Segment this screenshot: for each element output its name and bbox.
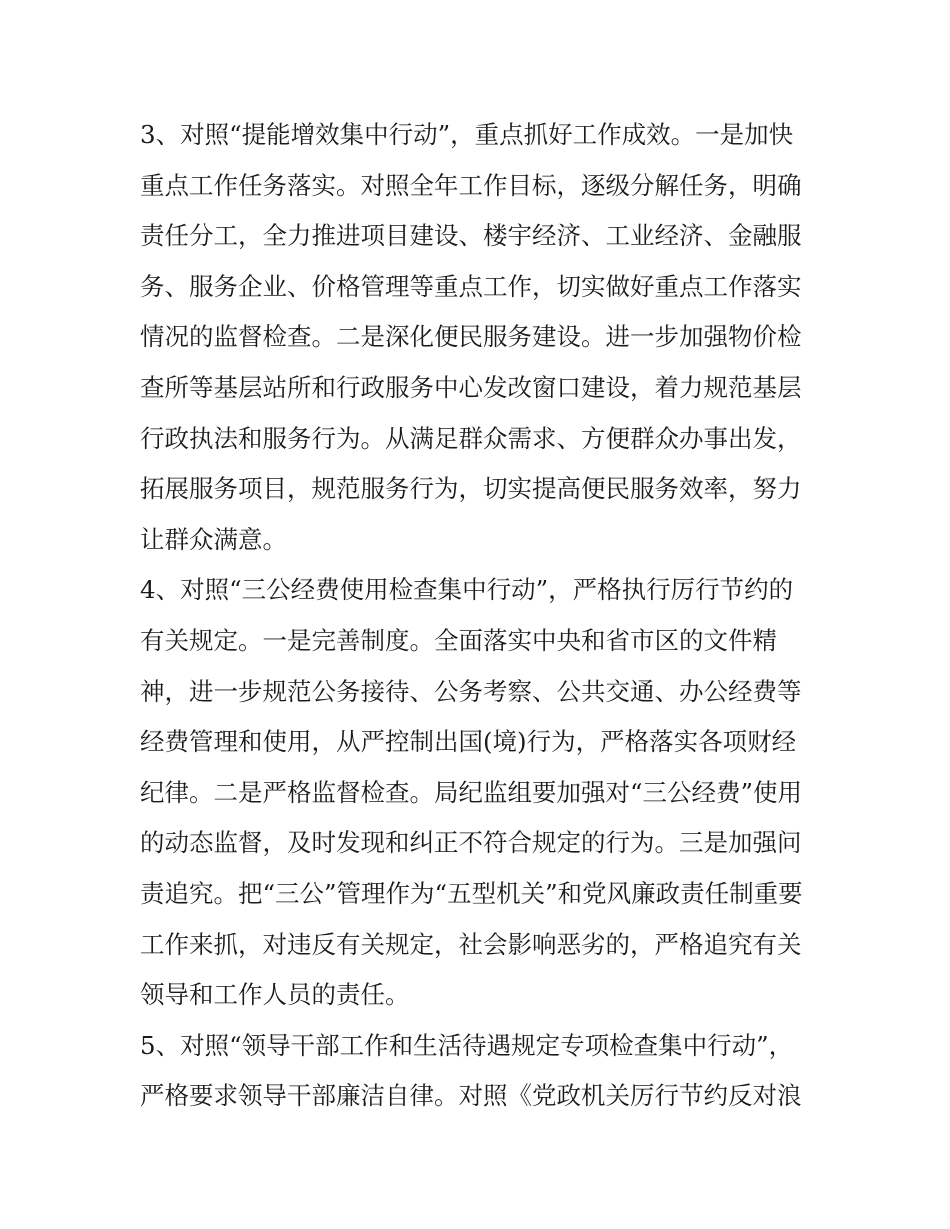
text-line: 纪律。二是严格监督检查。局纪监组要加强对“三公经费”使用	[140, 777, 803, 807]
text-line: 领导和工作人员的责任。	[140, 980, 410, 1010]
text-line: 的动态监督，及时发现和纠正不符合规定的行为。三是加强问	[140, 828, 802, 858]
text-line: 拓展服务项目，规范服务行为，切实提高便民服务效率，努力	[140, 474, 802, 504]
text-line: 神，进一步规范公务接待、公务考察、公共交通、办公经费等	[140, 676, 802, 706]
text-line: 重点工作任务落实。对照全年工作目标，逐级分解任务，明确	[140, 170, 802, 200]
text-line: 3、对照“提能增效集中行动”，重点抓好工作成效。一是加快	[140, 120, 794, 149]
text-line: 务、服务企业、价格管理等重点工作，切实做好重点工作落实	[140, 271, 802, 301]
text-line: 责任分工，全力推进项目建设、楼宇经济、工业经济、金融服	[140, 221, 802, 251]
text-line: 情况的监督检查。二是深化便民服务建设。进一步加强物价检	[140, 322, 802, 352]
text-line: 工作来抓，对违反有关规定，社会影响恶劣的，严格追究有关	[140, 929, 802, 959]
text-line: 行政执法和服务行为。从满足群众需求、方便群众办事出发，	[140, 423, 802, 453]
text-line: 严格要求领导干部廉洁自律。对照《党政机关厉行节约反对浪	[140, 1081, 802, 1111]
document-body	[140, 110, 820, 1122]
text-line: 经费管理和使用，从严控制出国(境)行为，严格落实各项财经	[140, 727, 797, 757]
text-line: 有关规定。一是完善制度。全面落实中央和省市区的文件精	[140, 625, 777, 655]
text-line: 查所等基层站所和行政服务中心发改窗口建设，着力规范基层	[140, 372, 802, 402]
text-line: 让群众满意。	[140, 524, 287, 554]
text-line: 4、对照“三公经费使用检查集中行动”，严格执行厉行节约的	[140, 575, 794, 605]
text-line: 5、对照“领导干部工作和生活待遇规定专项检查集中行动”，	[140, 1030, 794, 1060]
text-line: 责追究。把“三公”管理作为“五型机关”和党风廉政责任制重要	[140, 878, 803, 908]
